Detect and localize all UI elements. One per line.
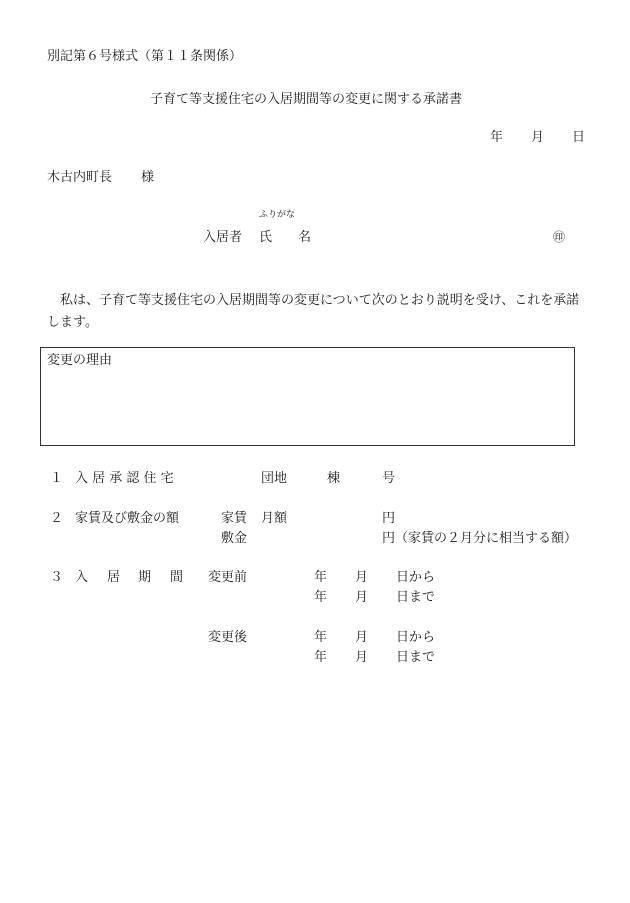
after-change-label: 変更後 [208,630,248,645]
item3-number: ３ [50,570,64,585]
after-to-day: 日まで [396,650,436,665]
after-from-month: 月 [355,630,369,645]
form-number: 別記第６号様式（第１１条関係） [47,49,243,64]
deposit-unit: 円（家賃の２月分に相当する額） [382,531,578,546]
deposit-label: 敷金 [221,531,248,546]
seal-mark: ㊞ [553,230,566,244]
before-to-day: 日まで [396,590,436,605]
document-title: 子育て等支援住宅の入居期間等の変更に関する承諾書 [150,92,463,107]
rent-period: 月額 [261,511,288,526]
reason-label: 変更の理由 [47,353,113,368]
item3-label-char-2: 居 [107,570,121,585]
before-to-month: 月 [355,590,369,605]
before-from-day: 日から [396,570,436,585]
item3-label-char-1: 入 [75,570,89,585]
item1-go: 号 [382,471,396,486]
addressee-honorific: 様 [141,170,155,185]
item2-label: 家賃及び敷金の額 [75,511,180,526]
resident-role-label: 入居者 [203,230,243,245]
item1-mune: 棟 [327,471,341,486]
date-year: 年 [490,130,504,145]
before-from-month: 月 [355,570,369,585]
date-month: 月 [531,130,545,145]
item2-number: ２ [50,511,64,526]
after-from-year: 年 [314,630,328,645]
item1-label: 入 居 承 認 住 宅 [75,471,174,486]
addressee-name: 木古内町長 [47,170,113,185]
name-label-second: 名 [298,230,312,245]
before-change-label: 変更前 [208,570,248,585]
date-day: 日 [572,130,586,145]
consent-statement: 私は、子育て等支援住宅の入居期間等の変更について次のとおり説明を受け、これを承諾します。 [47,293,580,330]
before-from-year: 年 [314,570,328,585]
rent-label: 家賃 [221,511,248,526]
reason-box [40,347,575,446]
after-from-day: 日から [396,630,436,645]
item1-danchi: 団地 [261,471,288,486]
after-to-month: 月 [355,650,369,665]
item3-label-char-3: 期 [138,570,152,585]
furigana-label: ふりがな [259,210,296,220]
after-to-year: 年 [314,650,328,665]
before-to-year: 年 [314,590,328,605]
item3-label-char-4: 間 [170,570,184,585]
item1-number: １ [50,471,64,486]
rent-unit: 円 [382,511,396,526]
name-label-first: 氏 [259,230,273,245]
